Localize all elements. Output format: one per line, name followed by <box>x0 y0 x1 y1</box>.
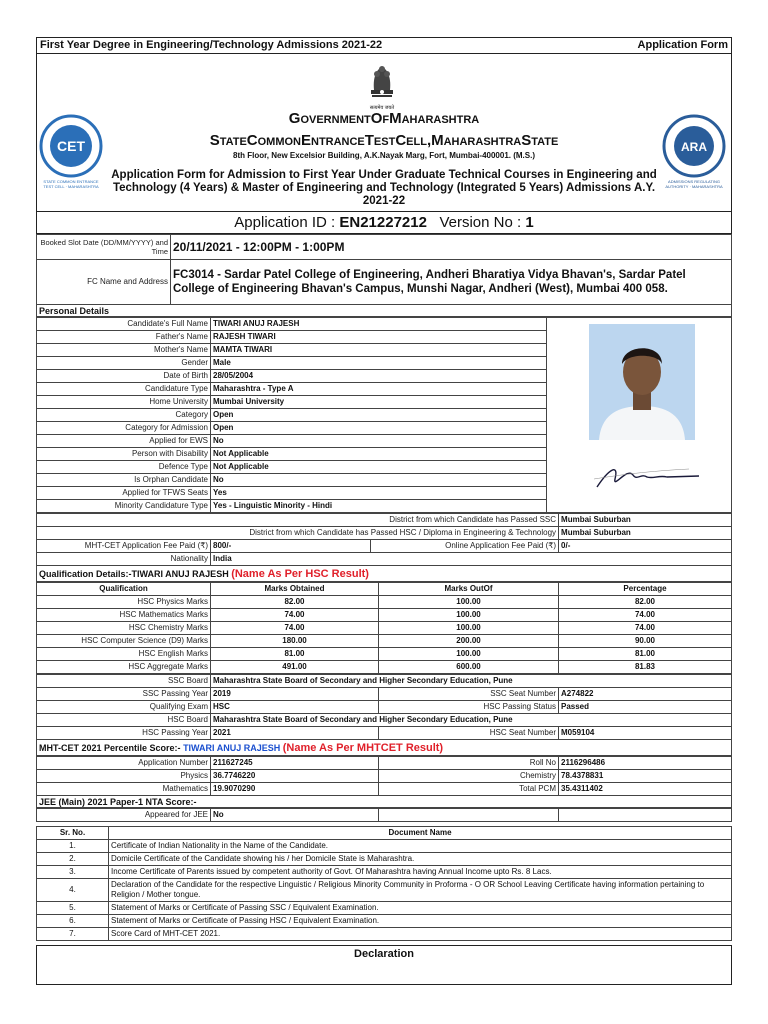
qual-marks-obtained: 81.00 <box>211 648 379 661</box>
personal-label: Minority Candidature Type <box>37 500 211 513</box>
document-srno: 5. <box>37 902 109 915</box>
version-value: 1 <box>525 214 534 231</box>
personal-label: Home University <box>37 396 211 409</box>
qual-subject: HSC Mathematics Marks <box>37 609 211 622</box>
online-fee-label: Online Application Fee Paid (₹) <box>371 540 559 553</box>
district-ssc-value: Mumbai Suburban <box>559 514 732 527</box>
personal-value: 28/05/2004 <box>211 370 547 383</box>
qual-percentage: 82.00 <box>559 596 732 609</box>
declaration-title: Declaration <box>354 948 414 960</box>
document-name: Certificate of Indian Nationality in the Name of the Candidate. <box>109 840 732 853</box>
cet-roll-value: 2116296486 <box>559 757 732 770</box>
cet-chemistry-label: Chemistry <box>379 770 559 783</box>
jee-table <box>36 808 732 822</box>
qual-percentage: 74.00 <box>559 622 732 635</box>
ssc-seat-value: A274822 <box>559 688 732 701</box>
hsc-seat-value: M059104 <box>559 727 732 740</box>
qual-marks-outof: 200.00 <box>379 635 559 648</box>
app-id-value: EN21227212 <box>339 214 427 231</box>
jee-empty-cell <box>379 809 559 822</box>
personal-details-heading: Personal Details <box>36 305 732 317</box>
document-row <box>37 928 732 941</box>
document-name: Declaration of the Candidate for the respective Linguistic / Religious Minority Community in Proforma - O OR School Leaving Certificate having information pertaining to Religion / Mother tongue. <box>109 879 732 902</box>
personal-label: Candidature Type <box>37 383 211 396</box>
hsc-board-label: HSC Board <box>37 714 211 727</box>
declaration-block <box>36 945 732 985</box>
qual-header-cell: Percentage <box>559 583 732 596</box>
qualifying-exam-label: Qualifying Exam <box>37 701 211 714</box>
cet-appno-label: Application Number <box>37 757 211 770</box>
qual-percentage: 90.00 <box>559 635 732 648</box>
cet-title: MHT-CET 2021 Percentile Score:- <box>39 743 184 753</box>
personal-label: Mother's Name <box>37 344 211 357</box>
cet-chemistry-value: 78.4378831 <box>559 770 732 783</box>
application-id-row <box>36 212 732 234</box>
hsc-status-value: Passed <box>559 701 732 714</box>
qual-marks-outof: 100.00 <box>379 596 559 609</box>
district-hsc-label: District from which Candidate has Passed HSC / Diploma in Engineering & Technology <box>37 527 559 540</box>
cet-note: (Name As Per MHTCET Result) <box>282 742 444 754</box>
qualification-table <box>36 582 732 674</box>
personal-label: Gender <box>37 357 211 370</box>
hsc-status-label: HSC Passing Status <box>379 701 559 714</box>
ssc-seat-label: SSC Seat Number <box>379 688 559 701</box>
nationality-value: India <box>211 553 732 566</box>
fee-value: 800/- <box>211 540 371 553</box>
district-ssc-label: District from which Candidate has Passed SSC <box>37 514 559 527</box>
document-name: Score Card of MHT-CET 2021. <box>109 928 732 941</box>
candidate-photo <box>589 324 695 440</box>
qual-row <box>37 661 732 674</box>
cet-logo-ring-text: STATE COMMON ENTRANCE TEST CELL · MAHARASHTRA <box>43 179 99 189</box>
personal-label: Defence Type <box>37 461 211 474</box>
jee-heading: JEE (Main) 2021 Paper-1 NTA Score:- <box>36 796 732 808</box>
qual-row <box>37 648 732 661</box>
form-type: Application Form <box>637 39 728 51</box>
nationality-label: Nationality <box>37 553 211 566</box>
slot-value: 20/11/2021 - 12:00PM - 1:00PM <box>171 235 732 260</box>
personal-label: Person with Disability <box>37 448 211 461</box>
cet-math-label: Mathematics <box>37 783 211 796</box>
document-name: Statement of Marks or Certificate of Passing HSC / Equivalent Examination. <box>109 915 732 928</box>
online-fee-value: 0/- <box>559 540 732 553</box>
cell-title: StateCommonEntranceTestCell,MaharashtraState <box>209 132 559 149</box>
qual-percentage: 74.00 <box>559 609 732 622</box>
personal-label: Is Orphan Candidate <box>37 474 211 487</box>
district-hsc-value: Mumbai Suburban <box>559 527 732 540</box>
version-label: Version No : <box>439 214 526 231</box>
qualifying-exam-value: HSC <box>211 701 379 714</box>
ssc-board-label: SSC Board <box>37 675 211 688</box>
board-table <box>36 674 732 740</box>
document-row <box>37 840 732 853</box>
document-name: Statement of Marks or Certificate of Passing SSC / Equivalent Examination. <box>109 902 732 915</box>
qualification-note: (Name As Per HSC Result) <box>231 568 369 580</box>
qual-header-cell: Marks Obtained <box>211 583 379 596</box>
qual-marks-obtained: 74.00 <box>211 609 379 622</box>
form-title: Application Form for Admission to First Year Under Graduate Technical Courses in Engineering and Technology (4 Years) & Master of Engineering and Technology (Integrated 5 Years) Admissions A.Y. 2021-22 <box>111 169 657 207</box>
qual-marks-outof: 600.00 <box>379 661 559 674</box>
qual-row <box>37 635 732 648</box>
application-form-page <box>36 37 732 1024</box>
document-srno: 1. <box>37 840 109 853</box>
document-srno: 2. <box>37 853 109 866</box>
ssc-board-value: Maharashtra State Board of Secondary and Higher Secondary Education, Pune <box>211 675 732 688</box>
document-srno: 7. <box>37 928 109 941</box>
docs-header-srno: Sr. No. <box>37 827 109 840</box>
state-emblem-icon <box>363 60 401 106</box>
cet-logo-text: CET <box>57 138 85 154</box>
jee-label: Appeared for JEE <box>37 809 211 822</box>
personal-label: Category for Admission <box>37 422 211 435</box>
qual-row <box>37 609 732 622</box>
cet-physics-label: Physics <box>37 770 211 783</box>
personal-label: Candidate's Full Name <box>37 318 211 331</box>
qual-subject: HSC Aggregate Marks <box>37 661 211 674</box>
cet-math-value: 19.9070290 <box>211 783 379 796</box>
personal-value: Mumbai University <box>211 396 547 409</box>
cet-heading <box>36 740 732 756</box>
qual-row <box>37 596 732 609</box>
ara-logo-ring-text: ADMISSIONS REGULATING AUTHORITY · MAHARASHTRA <box>665 179 723 189</box>
fc-value: FC3014 - Sardar Patel College of Engineering, Andheri Bharatiya Vidya Bhavan's, Sardar Patel College of Engineering Bhavan's Campus, Munshi Nagar, Andheri (West), Mumbai 400 058. <box>171 260 732 305</box>
ssc-year-value: 2019 <box>211 688 379 701</box>
emblem-caption: सत्यमेव जयते <box>369 105 395 111</box>
qual-subject: HSC Chemistry Marks <box>37 622 211 635</box>
personal-extra-table <box>36 513 732 566</box>
qual-subject: HSC Computer Science (D9) Marks <box>37 635 211 648</box>
document-row <box>37 853 732 866</box>
qualification-heading <box>36 566 732 582</box>
personal-label: Date of Birth <box>37 370 211 383</box>
slot-fc-table <box>36 234 732 305</box>
personal-value: Yes - Linguistic Minority - Hindi <box>211 500 547 513</box>
cet-pcm-value: 35.4311402 <box>559 783 732 796</box>
personal-label: Applied for TFWS Seats <box>37 487 211 500</box>
candidate-signature <box>589 449 707 499</box>
qual-percentage: 81.83 <box>559 661 732 674</box>
slot-label: Booked Slot Date (DD/MM/YYYY) and Time <box>37 235 171 260</box>
document-srno: 6. <box>37 915 109 928</box>
personal-label: Applied for EWS <box>37 435 211 448</box>
qual-row <box>37 622 732 635</box>
personal-value: Male <box>211 357 547 370</box>
personal-label: Father's Name <box>37 331 211 344</box>
document-row <box>37 915 732 928</box>
hsc-seat-label: HSC Seat Number <box>379 727 559 740</box>
documents-table <box>36 826 732 941</box>
header-block <box>36 54 732 212</box>
qual-subject: HSC Physics Marks <box>37 596 211 609</box>
fc-label: FC Name and Address <box>37 260 171 305</box>
personal-value: No <box>211 435 547 448</box>
cet-appno-value: 211627245 <box>211 757 379 770</box>
qual-marks-obtained: 82.00 <box>211 596 379 609</box>
cet-physics-value: 36.7746220 <box>211 770 379 783</box>
personal-value: Not Applicable <box>211 448 547 461</box>
document-name: Income Certificate of Parents issued by competent authority of Govt. Of Maharashtra having Annual Income upto Rs. 8 Lacs. <box>109 866 732 879</box>
personal-value: MAMTA TIWARI <box>211 344 547 357</box>
qual-header-cell: Marks OutOf <box>379 583 559 596</box>
fee-label: MHT-CET Application Fee Paid (₹) <box>37 540 211 553</box>
cet-roll-label: Roll No <box>379 757 559 770</box>
jee-empty-cell <box>559 809 732 822</box>
personal-value: Open <box>211 409 547 422</box>
personal-value: Yes <box>211 487 547 500</box>
cell-address: 8th Floor, New Excelsior Building, A.K.Nayak Marg, Fort, Mumbai-400001. (M.S.) <box>233 151 535 160</box>
personal-value: RAJESH TIWARI <box>211 331 547 344</box>
personal-value: No <box>211 474 547 487</box>
qual-marks-outof: 100.00 <box>379 609 559 622</box>
document-srno: 4. <box>37 879 109 902</box>
cet-score-table <box>36 756 732 796</box>
form-heading: First Year Degree in Engineering/Technology Admissions 2021-22 <box>40 39 383 51</box>
personal-value: Not Applicable <box>211 461 547 474</box>
cet-pcm-label: Total PCM <box>379 783 559 796</box>
document-row <box>37 902 732 915</box>
hsc-year-value: 2021 <box>211 727 379 740</box>
cet-name: TIWARI ANUJ RAJESH <box>183 743 283 753</box>
app-id-label: Application ID : <box>234 214 340 231</box>
qualification-title: Qualification Details:-TIWARI ANUJ RAJESH <box>39 569 232 579</box>
qual-marks-obtained: 180.00 <box>211 635 379 648</box>
qual-header-cell: Qualification <box>37 583 211 596</box>
qual-marks-outof: 100.00 <box>379 622 559 635</box>
qual-marks-obtained: 74.00 <box>211 622 379 635</box>
hsc-year-label: HSC Passing Year <box>37 727 211 740</box>
personal-value: Maharashtra - Type A <box>211 383 547 396</box>
personal-value: Open <box>211 422 547 435</box>
docs-header-name: Document Name <box>109 827 732 840</box>
qual-percentage: 81.00 <box>559 648 732 661</box>
ara-logo-text: ARA <box>681 140 707 154</box>
qual-marks-outof: 100.00 <box>379 648 559 661</box>
personal-value: TIWARI ANUJ RAJESH <box>211 318 547 331</box>
qual-subject: HSC English Marks <box>37 648 211 661</box>
top-bar <box>36 37 732 54</box>
personal-label: Category <box>37 409 211 422</box>
document-row <box>37 879 732 902</box>
document-name: Domicile Certificate of the Candidate showing his / her Domicile State is Maharashtra. <box>109 853 732 866</box>
qual-marks-obtained: 491.00 <box>211 661 379 674</box>
document-srno: 3. <box>37 866 109 879</box>
ssc-year-label: SSC Passing Year <box>37 688 211 701</box>
government-title: GovernmentOfMaharashtra <box>288 110 480 127</box>
jee-value: No <box>211 809 379 822</box>
hsc-board-value: Maharashtra State Board of Secondary and Higher Secondary Education, Pune <box>211 714 732 727</box>
document-row <box>37 866 732 879</box>
